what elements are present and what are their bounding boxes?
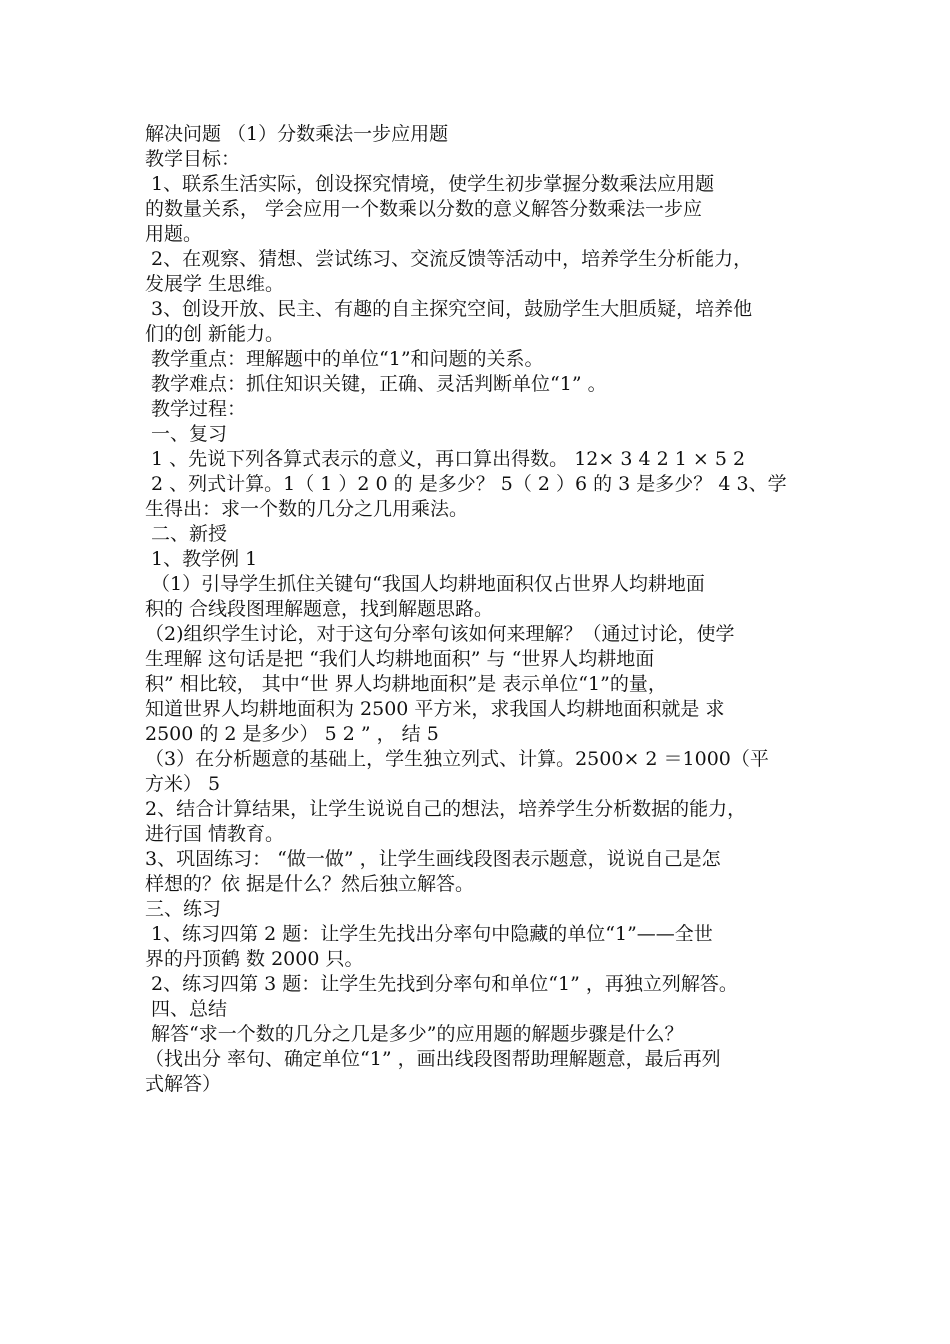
text-line: 1、联系生活实际，创设探究情境，使学生初步掌握分数乘法应用题 <box>145 173 715 195</box>
text-line: 方米） 5 <box>145 773 221 795</box>
text-line: 2、在观察、猜想、尝试练习、交流反馈等活动中，培养学生分析能力， <box>145 248 753 270</box>
text-line: 教学重点：理解题中的单位“1”和问题的关系。 <box>145 348 544 370</box>
text-line: 2、练习四第 3 题：让学生先找到分率句和单位“1” ，再独立列解答。 <box>145 973 738 995</box>
text-line: 的数量关系， 学会应用一个数乘以分数的意义解答分数乘法一步应 <box>145 198 703 220</box>
text-line: 教学目标： <box>145 148 241 170</box>
text-line: 2、结合计算结果，让学生说说自己的想法，培养学生分析数据的能力， <box>145 798 747 820</box>
text-line: 二、新授 <box>145 523 228 545</box>
text-line: 生得出：求一个数的几分之几用乘法。 <box>145 498 469 520</box>
text-line: 教学难点：抓住知识关键，正确、灵活判断单位“1” 。 <box>145 373 607 395</box>
text-line: 用题。 <box>145 223 203 245</box>
text-line: 3、创设开放、民主、有趣的自主探究空间，鼓励学生大胆质疑，培养他 <box>145 298 753 320</box>
text-line: 解答“求一个数的几分之几是多少”的应用题的解题步骤是什么？ <box>145 1023 684 1045</box>
text-line: 2500 的 2 是多少） 5 2 ” ， 结 5 <box>145 723 439 745</box>
text-line: 积的 合线段图理解题意，找到解题思路。 <box>145 598 494 620</box>
text-line: 三、练习 <box>145 898 222 920</box>
text-line: 1、练习四第 2 题：让学生先找出分率句中隐藏的单位“1”——全世 <box>145 923 713 945</box>
text-line: 一、复习 <box>145 423 228 445</box>
text-line: 界的丹顶鹤 数 2000 只。 <box>145 948 364 970</box>
text-line: 们的创 新能力。 <box>145 323 285 345</box>
text-line: （1）引导学生抓住关键句“我国人均耕地面积仅占世界人均耕地面 <box>145 573 705 595</box>
text-line: （找出分 率句、确定单位“1” ，画出线段图帮助理解题意，最后再列 <box>145 1048 721 1070</box>
text-line: 2 、列式计算。1（ 1 ）2 0 的 是多少？ 5（ 2 ）6 的 3 是多少？ 4 3、学 <box>145 473 787 495</box>
document-body <box>145 122 815 1097</box>
text-line: 式解答） <box>145 1073 222 1095</box>
text-line: 知道世界人均耕地面积为 2500 平方米，求我国人均耕地面积就是 求 <box>145 698 725 720</box>
text-line: 样想的？依 据是什么？然后独立解答。 <box>145 873 475 895</box>
text-line: 发展学 生思维。 <box>145 273 285 295</box>
text-line: 1、教学例 1 <box>145 548 258 570</box>
text-line: （2)组织学生讨论，对于这句分率句该如何来理解？（通过讨论，使学 <box>145 623 735 645</box>
text-line: 积” 相比较， 其中“世 界人均耕地面积”是 表示单位“1”的量， <box>145 673 667 695</box>
text-line: 3、巩固练习： “做一做” ，让学生画线段图表示题意，说说自己是怎 <box>145 848 721 870</box>
text-line: 解决问题 （1）分数乘法一步应用题 <box>145 123 449 145</box>
text-line: 1 、先说下列各算式表示的意义，再口算出得数。 12× 3 4 2 1 × 5 2 <box>145 448 746 470</box>
text-line: （3）在分析题意的基础上，学生独立列式、计算。2500× 2 ＝1000（平 <box>145 748 769 770</box>
text-line: 生理解 这句话是把 “我们人均耕地面积” 与 “世界人均耕地面 <box>145 648 655 670</box>
text-line: 进行国 情教育。 <box>145 823 285 845</box>
text-line: 教学过程： <box>145 398 247 420</box>
text-line: 四、总结 <box>145 998 228 1020</box>
